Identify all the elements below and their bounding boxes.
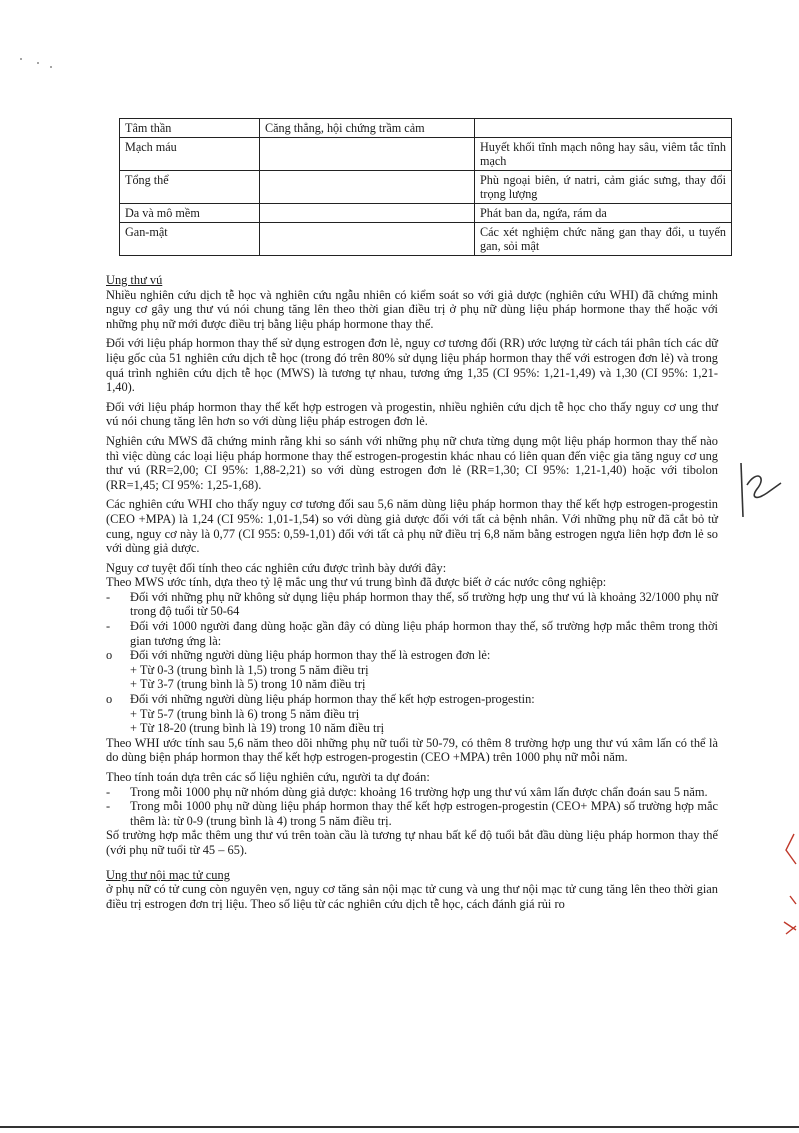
scan-speck	[50, 66, 52, 68]
table-cell: Mạch máu	[120, 138, 260, 171]
document-page	[106, 118, 726, 916]
table-cell: Các xét nghiệm chức năng gan thay đổi, u tuyến gan, sỏi mật	[475, 223, 732, 256]
list-item-text: Đối với những người dùng liệu pháp hormon thay thế kết hợp estrogen-progestin:	[130, 692, 535, 707]
paragraph: Theo tính toán dựa trên các số liệu nghiên cứu, người ta dự đoán:	[106, 770, 430, 784]
table-row	[120, 171, 732, 204]
dash-bullet: -	[106, 784, 111, 799]
table-cell	[475, 119, 732, 138]
paragraph: ở phụ nữ có tử cung còn nguyên vẹn, nguy cơ tăng sản nội mạc tử cung và ung thư nội mạc tử cung tăng lên theo thời gian điều trị estrogen đơn trị liệu. Theo số liệu từ các nghiên cứu dịch tễ học, cách đánh giá rủi ro	[106, 882, 718, 911]
scan-speck	[37, 62, 39, 64]
table-cell: Phát ban da, ngứa, rám da	[475, 204, 732, 223]
paragraph: Nghiên cứu MWS đã chứng minh rằng khi so sánh với những phụ nữ chưa từng dụng một liệu pháp hormon thay thế nào thì việc dùng các loại liệu pháp hormone thay thế estrogen-progestin khác nhau có liên quan đến việc gia tăng nguy cơ ung thư vú (RR=2,00; CI 95%: 1,88-2,21) so với dùng estrogen đơn lẻ (RR=1,30; CI 95%: 1,21-1,40) hoặc với tibolon (RR=1,45; CI 95%: 1,25-1,68).	[106, 433, 718, 492]
list-item	[106, 785, 718, 800]
paragraph: Số trường hợp mắc thêm ung thư vú trên toàn cầu là tương tự nhau bất kể độ tuổi bắt đầu dùng liệu pháp hormon thay thế (với phụ nữ tuổi từ 45 – 65).	[106, 828, 718, 857]
table-cell: Gan-mật	[120, 223, 260, 256]
list-item-text: Đối với 1000 người đang dùng hoặc gần đây có dùng liệu pháp hormon thay thế, số trường hợp mắc thêm trong thời gian tương ứng là:	[130, 619, 718, 648]
list-item	[106, 590, 718, 619]
table-row	[120, 138, 732, 171]
edge-stamp-fragment	[780, 830, 799, 940]
table-cell: Phù ngoại biên, ứ natri, cảm giác sưng, thay đổi trọng lượng	[475, 171, 732, 204]
list-item-text: Trong mỗi 1000 phụ nữ dùng liệu pháp hormon thay thế kết hợp estrogen-progestin (CEO+ MPA) số trường hợp mắc thêm là: từ 0-9 (trung bình là 4) trong 5 năm điều trị.	[130, 799, 718, 828]
paragraph: Theo MWS ước tính, dựa theo tỷ lệ mắc ung thư vú trung bình đã được biết ở các nước công nghiệp:	[106, 575, 607, 590]
sub-list-item: + Từ 0-3 (trung bình là 1,5) trong 5 năm điều trị	[130, 662, 369, 677]
table-cell	[260, 204, 475, 223]
table-cell	[260, 223, 475, 256]
adverse-effects-table	[119, 118, 732, 256]
list-item	[106, 619, 718, 648]
table-row	[120, 119, 732, 138]
section-heading-endometrial-cancer: Ung thư nội mạc tử cung	[106, 867, 230, 882]
paragraph: Đối với liệu pháp hormon thay thế sử dụng estrogen đơn lẻ, nguy cơ tương đối (RR) ước lượng từ cách tái phân tích các dữ liệu gốc của 51 nghiên cứu dịch tễ học (trong đó trên 80% sử dụng liệu pháp hormon thay thế với estrogen đơn lẻ) và trong quá trình nghiên cứu dịch tễ học (MWS) là tương tự nhau, tương ứng 1,35 (CI 95%: 1,21-1,49) và 1,30 (CI 95%: 1,21-1,40).	[106, 336, 718, 395]
circle-bullet: o	[106, 648, 113, 663]
dash-bullet: -	[106, 589, 111, 604]
table-cell: Huyết khối tĩnh mạch nông hay sâu, viêm tắc tĩnh mạch	[475, 138, 732, 171]
scan-bottom-edge-line	[0, 1126, 799, 1128]
dash-bullet: -	[106, 619, 111, 634]
list-item	[106, 692, 718, 707]
table-cell: Da và mô mềm	[120, 204, 260, 223]
table-cell: Căng thẳng, hội chứng trầm cảm	[260, 119, 475, 138]
table-cell: Tổng thể	[120, 171, 260, 204]
table-cell: Tâm thần	[120, 119, 260, 138]
paragraph: Đối với liệu pháp hormon thay thế kết hợp estrogen và progestin, nhiều nghiên cứu dịch tễ học cho thấy nguy cơ ung thư vú nói chung tăng lên hơn so với dùng liệu pháp estrogen đơn lẻ.	[106, 399, 718, 429]
paragraph: Nhiều nghiên cứu dịch tễ học và nghiên cứu ngẫu nhiên có kiểm soát so với giả dược (nghiên cứu WHI) đã chứng minh nguy cơ gây ung thư vú nói chung tăng lên theo thời gian điều trị ở phụ nữ dùng liệu pháp hormone thay thế hoặc với những phụ nữ mới được điều trị bằng liệu pháp hormone thay thế.	[106, 287, 718, 331]
section-heading-breast-cancer: Ung thư vú	[106, 273, 163, 287]
table-row	[120, 204, 732, 223]
list-item-text: Trong mỗi 1000 phụ nữ nhóm dùng giả dược: khoảng 16 trường hợp ung thư vú xâm lấn được chẩn đoán sau 5 năm.	[130, 784, 708, 799]
list-item	[106, 648, 718, 663]
table-cell	[260, 171, 475, 204]
paragraph: Theo WHI ước tính sau 5,6 năm theo dõi những phụ nữ tuổi từ 50-79, có thêm 8 trường hợp ung thư vú xâm lấn có thể là do dùng biện pháp hormon thay thế kết hợp estrogen-progestin (CEO +MPA) trên 1000 phụ nữ mỗi năm.	[106, 735, 718, 765]
list-item-text: Đối với những phụ nữ không sử dụng liệu pháp hormon thay thế, số trường hợp ung thư vú là khoảng 32/1000 phụ nữ trong độ tuổi từ 50-64	[130, 589, 718, 619]
scan-speck	[20, 58, 22, 60]
paragraph: Các nghiên cứu WHI cho thấy nguy cơ tương đối sau 5,6 năm dùng liệu pháp hormon thay thế kết hợp estrogen-progestin (CEO +MPA) là 1,24 (CI 95%: 1,01-1,54) so với dùng giả dược đối với tất cả bệnh nhân. Với những phụ nữ đã cắt bỏ tử cung, nguy cơ này là 0,77 (CI 955: 0,59-1,01) đối với tất cả phụ nữ điều trị 6,8 năm bằng estrogen ngựa liên hợp đơn lẻ so với dùng giả dược.	[106, 497, 718, 556]
handwritten-initials-mark	[733, 455, 793, 525]
list-item-text: Đối với những người dùng liệu pháp hormon thay thế là estrogen đơn lẻ:	[130, 648, 491, 663]
list-item	[106, 799, 718, 828]
sub-list-item: + Từ 5-7 (trung bình là 6) trong 5 năm điều trị	[130, 706, 360, 721]
table-row	[120, 223, 732, 256]
sub-list-item: + Từ 3-7 (trung bình là 5) trong 10 năm điều trị	[130, 677, 366, 692]
paragraph: Nguy cơ tuyệt đối tính theo các nghiên cứu được trình bày dưới đây:	[106, 560, 447, 575]
circle-bullet: o	[106, 692, 113, 707]
table-cell	[260, 138, 475, 171]
dash-bullet: -	[106, 799, 111, 814]
sub-list-item: + Từ 18-20 (trung bình là 19) trong 10 năm điều trị	[130, 721, 385, 736]
